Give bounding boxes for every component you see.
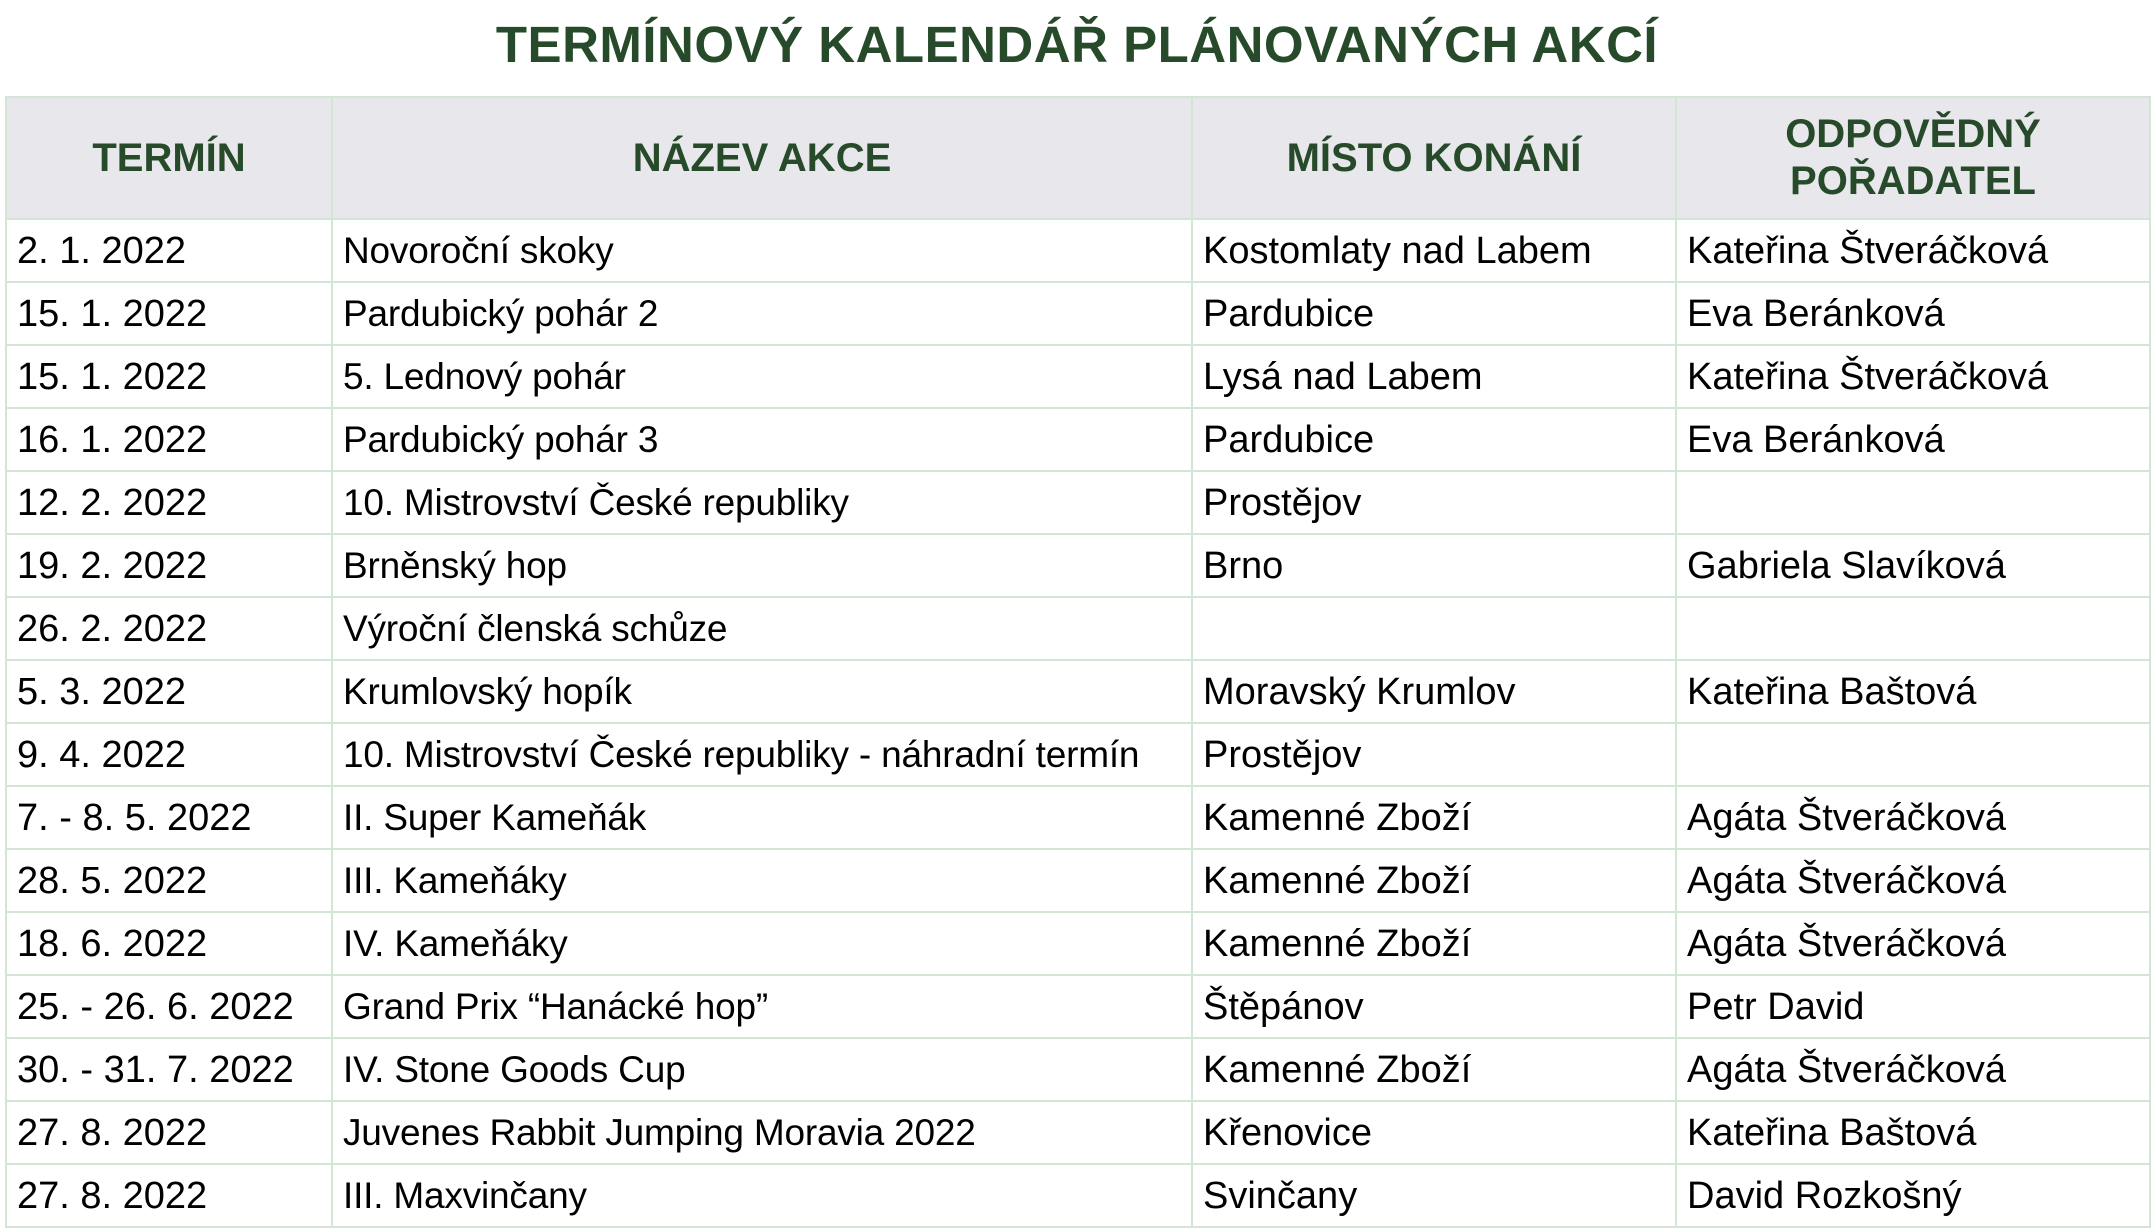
cell-date: 16. 1. 2022 xyxy=(6,408,332,471)
cell-date: 30. - 31. 7. 2022 xyxy=(6,1038,332,1101)
header-organizer xyxy=(1676,97,2150,219)
cell-place: Křenovice xyxy=(1192,1101,1676,1164)
cell-place: Kamenné Zboží xyxy=(1192,849,1676,912)
cell-name: Pardubický pohár 2 xyxy=(332,282,1192,345)
cell-place: Kostomlaty nad Labem xyxy=(1192,219,1676,282)
page-title: TERMÍNOVÝ KALENDÁŘ PLÁNOVANÝCH AKCÍ xyxy=(495,16,1659,73)
cell-place: Pardubice xyxy=(1192,408,1676,471)
cell-name: Grand Prix “Hanácké hop” xyxy=(332,975,1192,1038)
cell-date: 18. 6. 2022 xyxy=(6,912,332,975)
cell-organizer: David Rozkošný xyxy=(1676,1164,2150,1227)
cell-date: 12. 2. 2022 xyxy=(6,471,332,534)
cell-name: Výroční členská schůze xyxy=(332,597,1192,660)
cell-date: 27. 8. 2022 xyxy=(6,1164,332,1227)
table-row xyxy=(6,786,2150,849)
table-row xyxy=(6,1101,2150,1164)
table-row xyxy=(6,345,2150,408)
cell-organizer: Agáta Štveráčková xyxy=(1676,912,2150,975)
table-row xyxy=(6,282,2150,345)
cell-organizer: Petr David xyxy=(1676,975,2150,1038)
header-organizer-line2: POŘADATEL xyxy=(1790,159,2036,203)
cell-place: Kamenné Zboží xyxy=(1192,912,1676,975)
table-row xyxy=(6,975,2150,1038)
cell-organizer: Kateřina Baštová xyxy=(1676,1101,2150,1164)
cell-date: 25. - 26. 6. 2022 xyxy=(6,975,332,1038)
cell-place: Štěpánov xyxy=(1192,975,1676,1038)
cell-organizer xyxy=(1676,597,2150,660)
cell-date: 9. 4. 2022 xyxy=(6,723,332,786)
table-row xyxy=(6,219,2150,282)
cell-organizer: Agáta Štveráčková xyxy=(1676,1038,2150,1101)
cell-place: Kamenné Zboží xyxy=(1192,786,1676,849)
cell-date: 26. 2. 2022 xyxy=(6,597,332,660)
table-body xyxy=(6,219,2150,1227)
cell-name: IV. Stone Goods Cup xyxy=(332,1038,1192,1101)
table-header xyxy=(6,97,2150,219)
cell-place: Lysá nad Labem xyxy=(1192,345,1676,408)
cell-date: 2. 1. 2022 xyxy=(6,219,332,282)
cell-organizer: Kateřina Štveráčková xyxy=(1676,219,2150,282)
cell-name: Juvenes Rabbit Jumping Moravia 2022 xyxy=(332,1101,1192,1164)
cell-organizer: Agáta Štveráčková xyxy=(1676,786,2150,849)
header-place: MÍSTO KONÁNÍ xyxy=(1192,97,1676,219)
cell-place: Pardubice xyxy=(1192,282,1676,345)
cell-organizer: Agáta Štveráčková xyxy=(1676,849,2150,912)
cell-name: Krumlovský hopík xyxy=(332,660,1192,723)
table-row xyxy=(6,912,2150,975)
header-row xyxy=(6,97,2150,219)
cell-name: 10. Mistrovství České republiky xyxy=(332,471,1192,534)
cell-place: Brno xyxy=(1192,534,1676,597)
cell-date: 27. 8. 2022 xyxy=(6,1101,332,1164)
cell-organizer: Eva Beránková xyxy=(1676,408,2150,471)
table-row xyxy=(6,1164,2150,1227)
cell-organizer: Kateřina Štveráčková xyxy=(1676,345,2150,408)
header-organizer-line1: ODPOVĚDNÝ xyxy=(1785,112,2041,156)
cell-name: II. Super Kameňák xyxy=(332,786,1192,849)
table-row xyxy=(6,597,2150,660)
cell-place: Svinčany xyxy=(1192,1164,1676,1227)
table-row xyxy=(6,408,2150,471)
cell-name: Pardubický pohár 3 xyxy=(332,408,1192,471)
header-name: NÁZEV AKCE xyxy=(332,97,1192,219)
cell-organizer: Kateřina Baštová xyxy=(1676,660,2150,723)
header-date: TERMÍN xyxy=(6,97,332,219)
cell-organizer: Eva Beránková xyxy=(1676,282,2150,345)
events-table xyxy=(5,96,2151,1228)
cell-date: 15. 1. 2022 xyxy=(6,282,332,345)
cell-name: Brněnský hop xyxy=(332,534,1192,597)
cell-place: Prostějov xyxy=(1192,723,1676,786)
cell-place xyxy=(1192,597,1676,660)
cell-name: IV. Kameňáky xyxy=(332,912,1192,975)
cell-place: Kamenné Zboží xyxy=(1192,1038,1676,1101)
cell-place: Moravský Krumlov xyxy=(1192,660,1676,723)
table-row xyxy=(6,1038,2150,1101)
cell-organizer: Gabriela Slavíková xyxy=(1676,534,2150,597)
cell-date: 28. 5. 2022 xyxy=(6,849,332,912)
cell-name: III. Maxvinčany xyxy=(332,1164,1192,1227)
cell-name: 10. Mistrovství České republiky - náhradní termín xyxy=(332,723,1192,786)
table-row xyxy=(6,723,2150,786)
cell-date: 15. 1. 2022 xyxy=(6,345,332,408)
table-row xyxy=(6,849,2150,912)
cell-name: 5. Lednový pohár xyxy=(332,345,1192,408)
table-row xyxy=(6,471,2150,534)
cell-name: Novoroční skoky xyxy=(332,219,1192,282)
cell-date: 7. - 8. 5. 2022 xyxy=(6,786,332,849)
cell-date: 5. 3. 2022 xyxy=(6,660,332,723)
table-row xyxy=(6,660,2150,723)
cell-place: Prostějov xyxy=(1192,471,1676,534)
cell-organizer xyxy=(1676,723,2150,786)
cell-organizer xyxy=(1676,471,2150,534)
table-row xyxy=(6,534,2150,597)
cell-date: 19. 2. 2022 xyxy=(6,534,332,597)
cell-name: III. Kameňáky xyxy=(332,849,1192,912)
